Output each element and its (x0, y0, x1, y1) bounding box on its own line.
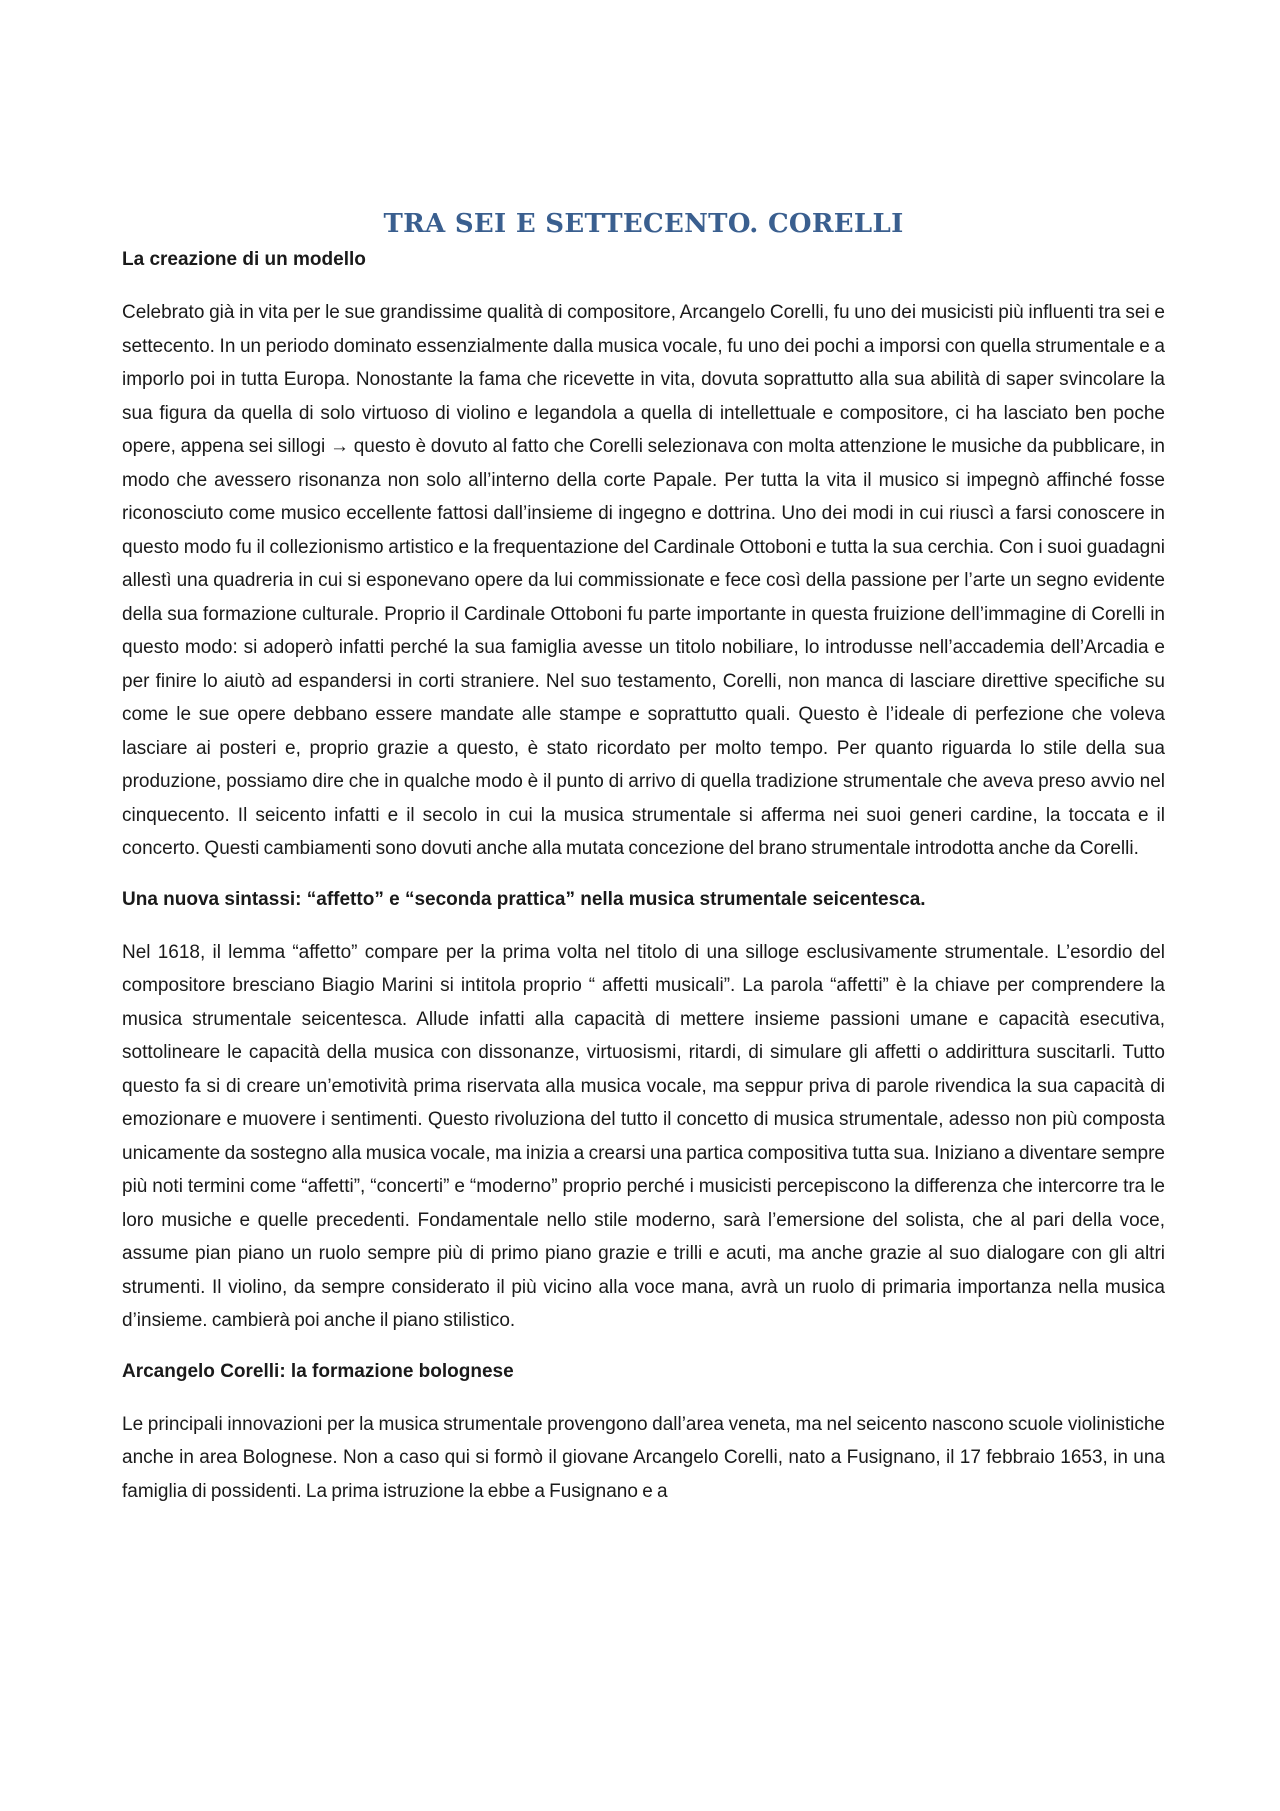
section-paragraph-creazione-modello: Celebrato già in vita per le sue grandissime qualità di compositore, Arcangelo Corelli, fu uno dei musicisti più influenti tra sei e settecento. In un periodo dominato essenzialmente dalla musica vocale, fu uno dei pochi a imporsi con quella strumentale e a imporlo poi in tutta Europa. Nonostante la fama che ricevette in vita, dovuta soprattutto alla sua abilità di saper svincolare la sua figura da quella di solo virtuoso di violino e legandola a quella di intellettuale e compositore, ci ha lasciato ben poche opere, appena sei sillogi → questo è dovuto al fatto che Corelli selezionava con molta attenzione le musiche da pubblicare, in modo che avessero risonanza non solo all’interno della corte Papale. Per tutta la vita il musico si impegnò affinché fosse riconosciuto come musico eccellente fattosi dall’insieme di ingegno e dottrina. Uno dei modi in cui riuscì a farsi conoscere in questo modo fu il collezionismo artistico e la frequentazione del Cardinale Ottoboni e tutta la sua cerchia. Con i suoi guadagni allestì una quadreria in cui si esponevano opere da lui commissionate e fece così della passione per l’arte un segno evidente della sua formazione culturale. Proprio il Cardinale Ottoboni fu parte importante in questa fruizione dell’immagine di Corelli in questo modo: si adoperò infatti perché la sua famiglia avesse un titolo nobiliare, lo introdusse nell’accademia dell’Arcadia e per finire lo aiutò ad espandersi in corti straniere. Nel suo testamento, Corelli, non manca di lasciare direttive specifiche su come le sue opere debbano essere mandate alle stampe e soprattutto quali. Questo è l’ideale di perfezione che voleva lasciare ai posteri e, proprio grazie a questo, è stato ricordato per molto tempo. Per quanto riguarda lo stile della sua produzione, possiamo dire che in qualche modo è il punto di arrivo di quella tradizione strumentale che aveva preso avvio nel cinquecento. Il seicento infatti e il secolo in cui la musica strumentale si afferma nei suoi generi cardine, la toccata e il concerto. Questi cambiamenti sono dovuti anche alla mutata concezione del brano strumentale introdotta anche da Corelli. (122, 302, 1165, 859)
section-heading-creazione-modello: La creazione di un modello (122, 249, 366, 270)
section-paragraph-formazione-bolognese: Le principali innovazioni per la musica strumentale provengono dall’area veneta, ma nel seicento nascono scuole violinistiche anche in area Bolognese. Non a caso qui si formò il giovane Arcangelo Corelli, nato a Fusignano, il 17 febbraio 1653, in una famiglia di possidenti. La prima istruzione la ebbe a Fusignano e a (122, 1413, 1165, 1502)
section-heading-nuova-sintassi: Una nuova sintassi: “affetto” e “seconda prattica” nella musica strumentale seicentesca. (122, 888, 926, 910)
section-paragraph-nuova-sintassi: Nel 1618, il lemma “affetto” compare per la prima volta nel titolo di una silloge esclusivamente strumentale. L’esordio del compositore bresciano Biagio Marini si intitola proprio “ affetti musicali”. La parola “affetti” è la chiave per comprendere la musica strumentale seicentesca. Allude infatti alla capacità di mettere insieme passioni umane e capacità esecutiva, sottolineare le capacità della musica con dissonanze, virtuosismi, ritardi, di simulare gli affetti o addirittura suscitarli. Tutto questo fa si di creare un’emotività prima riservata alla musica vocale, ma seppur priva di parole rivendica la sua capacità di emozionare e muovere i sentimenti. Questo rivoluziona del tutto il concetto di musica strumentale, adesso non più composta unicamente da sostegno alla musica vocale, ma inizia a crearsi una partica compositiva tutta sua. Iniziano a diventare sempre più noti termini come “affetti”, “concerti” e “moderno” proprio perché i musicisti percepiscono la differenza che intercorre tra le loro musiche e quelle precedenti. Fondamentale nello stile moderno, sarà l’emersione del solista, che al pari della voce, assume pian piano un ruolo sempre più di primo piano grazie e trilli e acuti, ma anche grazie al suo dialogare con gli altri strumenti. Il violino, da sempre considerato il più vicino alla voce mana, avrà un ruolo di primaria importanza nella musica d’insieme. cambierà poi anche il piano stilistico. (122, 941, 1165, 1331)
document-body (122, 204, 1165, 1528)
section-heading-formazione-bolognese: Arcangelo Corelli: la formazione bolognese (122, 1360, 514, 1382)
document-title: TRA SEI E SETTECENTO. CORELLI (383, 209, 904, 239)
